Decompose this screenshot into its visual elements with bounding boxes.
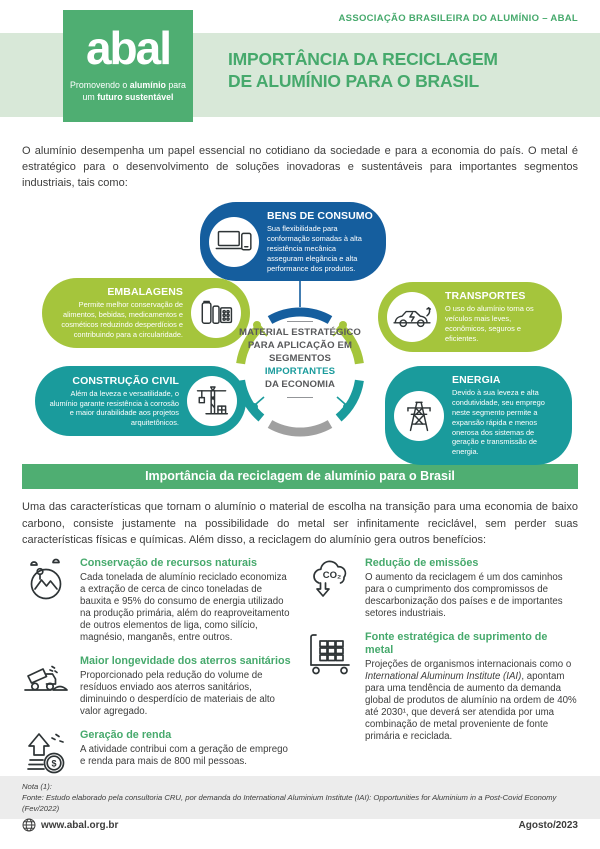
segment-embalagens xyxy=(42,278,250,347)
segment-text xyxy=(445,290,550,343)
tagline-bold: alumínio xyxy=(129,79,166,90)
page-title-line1: IMPORTÂNCIA DA RECICLAGEM xyxy=(228,49,498,69)
publication-date: Agosto/2023 xyxy=(518,819,578,831)
abal-wordmark: abal xyxy=(85,22,171,75)
tagline-text: Promovendo o xyxy=(70,79,130,90)
segment-text xyxy=(55,286,183,339)
segment-title: BENS DE CONSUMO xyxy=(267,210,373,223)
segment-text xyxy=(47,375,179,428)
benefit-body xyxy=(80,670,293,718)
benefit-body-text: , apontam para uma tendência de aumento da demanda global de produtos de alumínio na ordem de 40% até 2030¹, que deverá ser atendida por uma combinação de metal proveniente de fonte primária e reciclada. xyxy=(365,670,577,743)
tagline-text: para xyxy=(165,79,186,90)
dump-truck-icon xyxy=(22,655,70,703)
org-name: ASSOCIAÇÃO BRASILEIRA DO ALUMÍNIO – ABAL xyxy=(338,13,578,24)
globe-icon xyxy=(22,818,36,832)
segment-construcao-civil xyxy=(35,366,246,436)
section-intro-paragraph: Uma das características que tornam o alumínio o material de escolha na transição para uma economia de baixo carbono, consiste justamente na possibilidade do metal ser infinitamente reciclável, sem perder suas características físicas e químicas. Além disso, a reciclagem do alumínio gera outros benefícios: xyxy=(22,501,578,546)
page-title xyxy=(228,49,498,93)
website-url: www.abal.org.br xyxy=(41,819,119,831)
connector-construcao xyxy=(256,397,264,404)
page-title-line2: DE ALUMÍNIO PARA O BRASIL xyxy=(228,70,480,91)
connector-energia xyxy=(337,397,345,404)
benefit-recursos-naturais xyxy=(22,557,293,644)
co2-cloud-icon xyxy=(307,557,355,605)
metal-cart-icon xyxy=(307,631,355,679)
nature-globe-icon xyxy=(22,557,70,605)
benefit-text xyxy=(80,655,293,718)
segment-title: TRANSPORTES xyxy=(445,290,526,303)
packaging-icon xyxy=(191,288,241,338)
benefit-body xyxy=(365,572,578,620)
benefits-left-column xyxy=(22,557,293,777)
section-title-bar: Importância da reciclagem de alumínio para o Brasil xyxy=(22,464,578,489)
connector-dot-construcao xyxy=(250,403,258,411)
segment-body: Permite melhor conservação de alimentos, bebidas, medicamentos e cosméticos reduzindo desperdícios e contribuindo para a circularidade. xyxy=(61,300,183,339)
segment-bens-de-consumo xyxy=(200,202,386,281)
segment-title: ENERGIA xyxy=(452,374,501,387)
power-tower-icon xyxy=(394,391,444,441)
ring-arc-gray xyxy=(270,424,330,432)
benefit-body xyxy=(80,744,293,768)
benefit-text xyxy=(80,557,293,644)
segment-body: Além da leveza e versatilidade, o alumínio garante resistência à corrosão e maior durabilidade aos projetos arquitetônicos. xyxy=(49,388,179,428)
segments-diagram xyxy=(0,194,600,457)
footnote-source: Fonte: Estudo elaborado pela consultoria CRU, por demanda do International Aluminium Institute (IAI): Opportunities for Aluminium in a Post-Covid Economy (Fev/2022) xyxy=(22,793,557,814)
segment-text xyxy=(267,210,374,273)
header xyxy=(0,0,600,128)
logo-tagline xyxy=(70,79,186,104)
segment-title: EMBALAGENS xyxy=(107,286,183,299)
abal-logo xyxy=(63,10,193,122)
segment-body: Devido à sua leveza e alta condutividade, seu emprego neste segmento permite a expansão rápida e menos onerosa dos sistemas de geração e transmissão de energia. xyxy=(452,388,545,457)
co2-label: CO₂ xyxy=(322,569,342,581)
center-text-highlight: IMPORTANTES xyxy=(264,366,336,377)
segment-body: Sua flexibilidade para conformação somadas à alta resistência mecânica asseguram elegância e alta performance dos produtos. xyxy=(267,224,362,273)
benefit-body-text: Cada tonelada de alumínio reciclado economiza a extração de cerca de cinco toneladas de bauxita e 95% do consumo de energia utilizado na produção primária, além do reaproveitamento de outros elementos de liga, como silício, magnésio, manganês, entre outros. xyxy=(80,571,290,644)
center-text: MATERIAL ESTRATÉGICO PARA APLICAÇÃO EM SEGMENTOS xyxy=(239,327,361,365)
footer-bar xyxy=(0,818,600,832)
benefit-title: Fonte estratégica de suprimento de metal xyxy=(365,631,548,656)
ring-arc-blue xyxy=(270,312,330,320)
tagline-text: um xyxy=(82,92,98,103)
crane-icon xyxy=(187,376,237,426)
benefit-geracao-renda xyxy=(22,729,293,777)
benefit-body-text: Projeções de organismos internacionais como o xyxy=(365,658,572,670)
benefit-title: Redução de emissões xyxy=(365,556,479,569)
benefit-body-italic: International Aluminum Institute (IAI) xyxy=(365,670,522,682)
tagline-bold: futuro sustentável xyxy=(97,92,174,103)
benefit-body xyxy=(365,659,578,743)
benefit-aterros-sanitarios xyxy=(22,655,293,718)
benefit-body-text: Proporcionado pela redução do volume de resíduos enviado aos aterros sanitários, diminuindo o desperdício de materiais de alto valor agregado. xyxy=(80,670,275,718)
segment-energia xyxy=(385,366,572,464)
benefit-body xyxy=(80,572,293,644)
segment-body: O uso do alumínio torna os veículos mais leves, econômicos, seguros e eficientes. xyxy=(445,304,534,343)
footnote-label: Nota (1): xyxy=(22,782,52,791)
laptop-phone-icon xyxy=(209,217,259,267)
center-text: DA ECONOMIA xyxy=(264,378,336,390)
segment-transportes xyxy=(378,282,562,351)
benefit-fonte-estrategica xyxy=(307,631,578,743)
website xyxy=(22,818,118,832)
segment-title: CONSTRUÇÃO CIVIL xyxy=(72,374,179,387)
intro-paragraph: O alumínio desempenha um papel essencial no cotidiano da sociedade e para a economia do país. O metal é estratégico para o desenvolvimento de soluções inovadoras e sustentáveis para importantes segmentos industriais, tais como: xyxy=(22,145,578,190)
benefit-title: Maior longevidade dos aterros sanitários xyxy=(80,655,291,668)
benefit-body-text: A atividade contribui com a geração de emprego e renda para mais de 800 mil pessoas. xyxy=(80,744,288,768)
benefit-text xyxy=(365,631,578,743)
segment-text xyxy=(452,374,562,456)
benefit-title: Geração de renda xyxy=(80,729,172,742)
benefit-title: Conservação de recursos naturais xyxy=(80,556,258,569)
footnote xyxy=(0,776,600,819)
coin-symbol: $ xyxy=(51,758,57,769)
connector-dot-energia xyxy=(343,403,351,411)
benefit-text xyxy=(80,729,293,777)
center-rule-top xyxy=(287,321,313,322)
center-rule-bottom xyxy=(287,397,313,398)
benefit-body-text: O aumento da reciclagem é um dos caminhos para o cumprimento dos compromissos de descarbonização dos países e de importantes setores industriais. xyxy=(365,571,563,619)
benefit-reducao-emissoes xyxy=(307,557,578,620)
ring-center-label xyxy=(238,321,362,397)
income-arrow-coin-icon xyxy=(22,729,70,777)
benefits-right-column xyxy=(307,557,578,777)
electric-car-icon xyxy=(387,292,437,342)
benefits-list xyxy=(22,557,578,777)
benefit-text xyxy=(365,557,578,620)
